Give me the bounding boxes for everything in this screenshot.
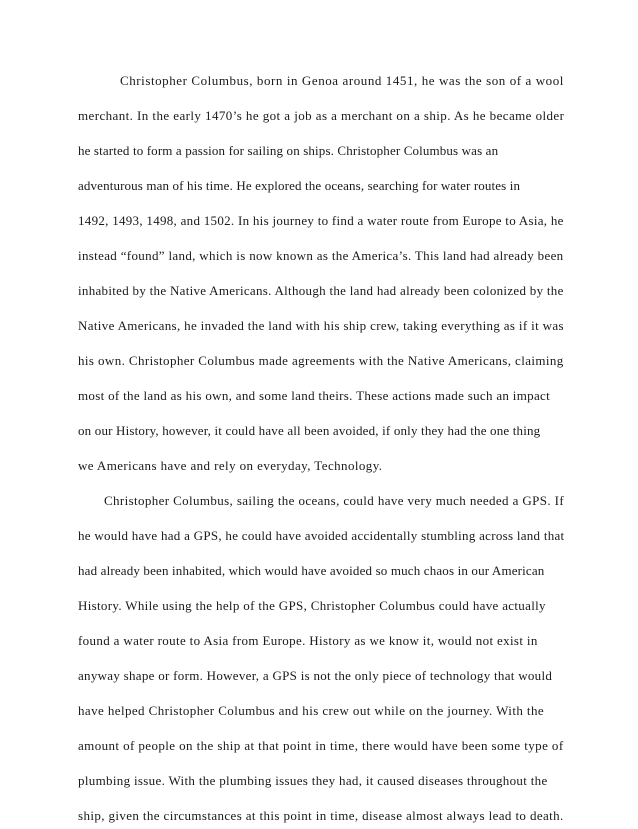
text-line: merchant. In the early 1470’s he got a job as a merchant on a ship. As he became older xyxy=(78,108,565,123)
text-line: Christopher Columbus, born in Genoa around 1451, he was the son of a wool xyxy=(120,73,564,88)
text-line: have helped Christopher Columbus and his crew out while on the journey. With the xyxy=(78,703,545,718)
text-line: his own. Christopher Columbus made agreements with the Native Americans, claiming xyxy=(78,353,564,368)
text-line: on our History, however, it could have all been avoided, if only they had the one thing xyxy=(78,423,541,438)
text-line: instead “found” land, which is now known as the America’s. This land had already been xyxy=(78,248,564,263)
text-line: we Americans have and rely on everyday, Technology. xyxy=(78,458,383,473)
text-line: anyway shape or form. However, a GPS is not the only piece of technology that would xyxy=(78,668,553,683)
text-line: Christopher Columbus, sailing the oceans, could have very much needed a GPS. If xyxy=(104,493,565,508)
text-line: 1492, 1493, 1498, and 1502. In his journey to find a water route from Europe to Asia, he xyxy=(78,213,564,228)
text-line: inhabited by the Native Americans. Although the land had already been colonized by the xyxy=(78,283,564,298)
text-line: he would have had a GPS, he could have avoided accidentally stumbling across land that xyxy=(78,528,565,543)
text-line: Native Americans, he invaded the land with his ship crew, taking everything as if it was xyxy=(78,318,564,333)
text-line: ship, given the circumstances at this point in time, disease almost always lead to death. xyxy=(78,808,564,823)
text-line: most of the land as his own, and some land theirs. These actions made such an impact xyxy=(78,388,551,403)
text-line: plumbing issue. With the plumbing issues they had, it caused diseases throughout the xyxy=(78,773,548,788)
text-line: History. While using the help of the GPS, Christopher Columbus could have actually xyxy=(78,598,546,613)
text-line: had already been inhabited, which would have avoided so much chaos in our American xyxy=(78,563,545,578)
text-line: he started to form a passion for sailing on ships. Christopher Columbus was an xyxy=(78,143,499,158)
text-line: adventurous man of his time. He explored the oceans, searching for water routes in xyxy=(78,178,521,193)
text-line: amount of people on the ship at that point in time, there would have been some type of xyxy=(78,738,564,753)
text-line: found a water route to Asia from Europe. History as we know it, would not exist in xyxy=(78,633,538,648)
